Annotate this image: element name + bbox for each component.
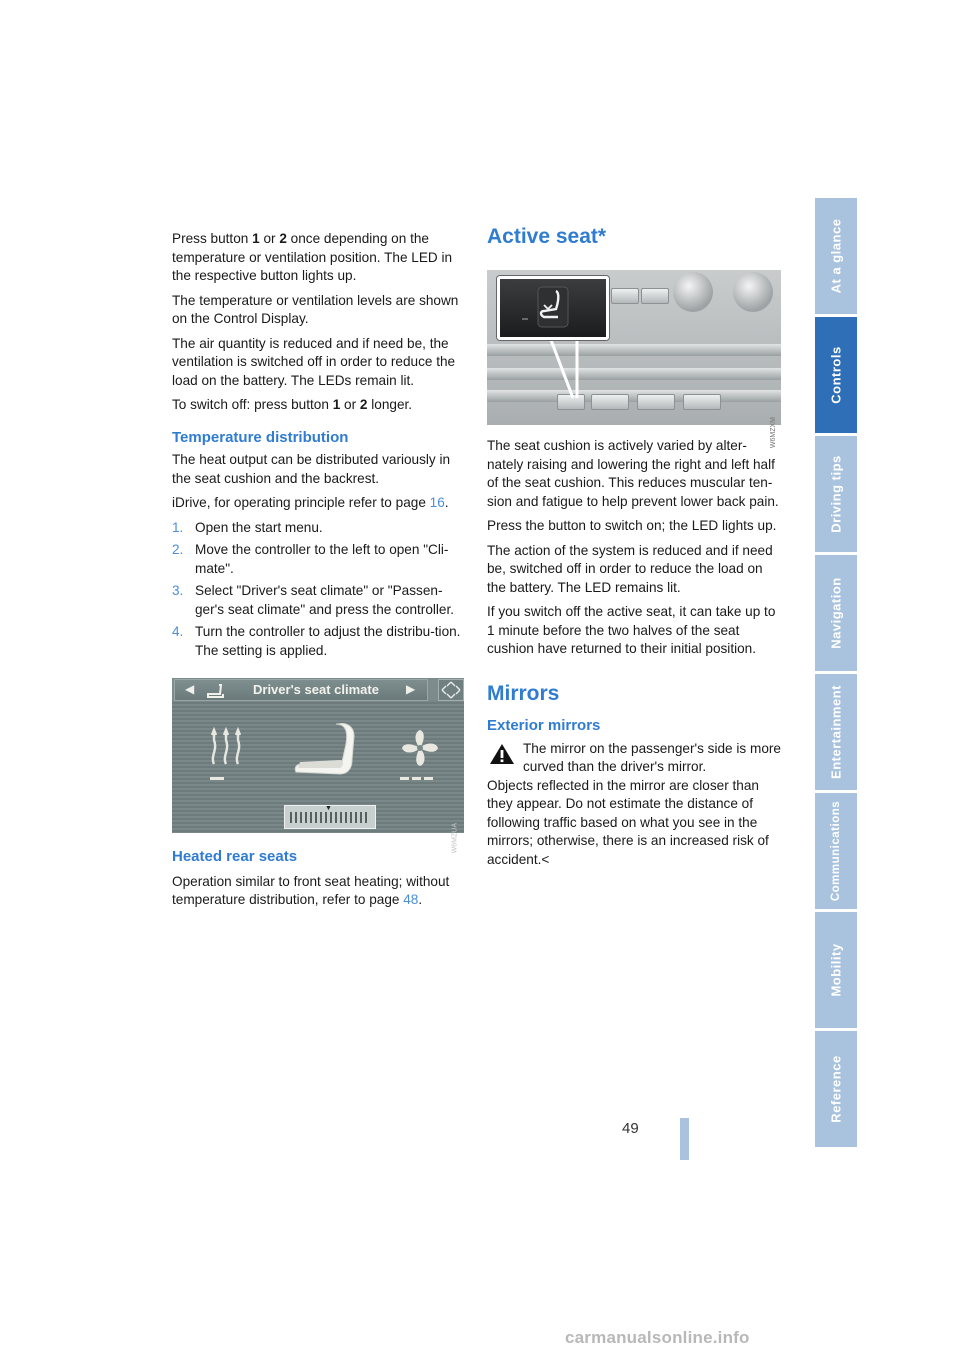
- tab-label: Navigation: [828, 577, 844, 649]
- tab-communications[interactable]: [815, 793, 857, 909]
- paragraph: [172, 230, 464, 286]
- right-column: [487, 437, 781, 869]
- step-number: 2.: [172, 542, 184, 557]
- display-title: Driver's seat climate: [253, 682, 379, 697]
- warning-icon: [489, 743, 515, 765]
- fan-icon: [400, 728, 440, 768]
- scale-ticks: [290, 812, 370, 823]
- ventilation-level-bar: [400, 777, 434, 780]
- page-marker-bar: [680, 1118, 689, 1160]
- seat-icon: [292, 722, 362, 780]
- steps-list: [172, 519, 464, 661]
- button-ref: 1: [252, 231, 260, 246]
- arrow-right-icon: ▶: [406, 682, 416, 696]
- paragraph: The temperature or ventilation levels are shown on the Control Display.: [172, 292, 459, 326]
- tab-mobility[interactable]: [815, 912, 857, 1028]
- temperature-distribution-heading: Temperature distribution: [172, 428, 349, 446]
- text: iDrive, for operating principle refer to page: [172, 495, 430, 510]
- tab-driving-tips[interactable]: [815, 436, 857, 552]
- tab-entertainment[interactable]: [815, 674, 857, 790]
- active-seat-heading-wrap: [487, 225, 781, 248]
- section-tabs: [815, 198, 857, 1150]
- paragraph: If you switch off the active seat, it can take up to 1 minute before the two halves of the seat cushion have returned to their initial position.: [487, 604, 776, 656]
- paragraph: The heat output can be distributed variously in the seat cushion and the backrest.: [172, 452, 451, 486]
- tab-label: Reference: [828, 1055, 844, 1123]
- paragraph: [172, 494, 464, 513]
- watermark: carmanualsonline.info: [565, 1328, 750, 1347]
- step-note: The setting is applied.: [195, 642, 328, 658]
- paragraph: [172, 873, 464, 910]
- figure-code: W6MZXM: [770, 417, 777, 449]
- paragraph: [172, 396, 464, 415]
- heat-level-bar: [210, 777, 224, 780]
- warning-text: [487, 777, 781, 870]
- controller-icon: [438, 679, 464, 701]
- text: .: [444, 495, 449, 510]
- step-text: Turn the controller to adjust the distribu-tion.: [195, 624, 461, 639]
- exterior-mirrors-heading: Exterior mirrors: [487, 717, 601, 734]
- step-number: 3.: [172, 583, 184, 598]
- tab-label: Entertainment: [828, 685, 844, 779]
- page-number: 49: [622, 1120, 639, 1137]
- list-item: [172, 582, 464, 619]
- step-text: Move the controller to the left to open "Cli-mate".: [195, 542, 449, 576]
- heated-rear-seats-section: [172, 848, 464, 910]
- display-title-bar: [174, 679, 428, 701]
- text: Press button: [172, 231, 253, 246]
- mirrors-heading: Mirrors: [487, 681, 560, 705]
- tab-navigation[interactable]: [815, 555, 857, 671]
- list-item: [172, 623, 464, 660]
- text: .: [418, 892, 423, 907]
- list-item: [172, 519, 464, 538]
- seat-climate-display-figure: [172, 678, 464, 854]
- tab-label: Communications: [830, 800, 842, 902]
- step-number: 4.: [172, 624, 184, 639]
- heat-waves-icon: [208, 726, 248, 766]
- text: To switch off: press button: [172, 397, 333, 412]
- page-link-48[interactable]: 48: [403, 892, 419, 907]
- tab-label: Controls: [828, 346, 844, 404]
- step-text: Open the start menu.: [195, 519, 323, 535]
- distribution-scale: [284, 805, 376, 829]
- button-ref: 1: [332, 397, 341, 412]
- paragraph: The action of the system is reduced and if need be, switched off in order to reduce the load on the battery. The LED remains lit.: [487, 542, 773, 595]
- tab-label: Driving tips: [828, 455, 844, 533]
- list-item: [172, 541, 464, 578]
- button-ref: 2: [359, 397, 368, 412]
- tab-label: Mobility: [828, 943, 844, 997]
- seat-icon: [205, 684, 227, 698]
- text: or: [340, 397, 360, 412]
- warning-block: [487, 740, 781, 870]
- left-column: [172, 230, 464, 668]
- button-ref: 2: [279, 231, 287, 246]
- active-seat-callout: [497, 276, 609, 340]
- text: Operation similar to front seat heating; without temperature distribution, refer to page: [172, 873, 450, 907]
- active-seat-heading: Active seat*: [487, 225, 607, 248]
- active-seat-button-figure: [487, 270, 781, 449]
- warning-text-first: The mirror on the passenger's side is more curved than the driver's mirror.: [523, 740, 781, 774]
- text: Objects reflected in the mirror are closer than they appear. Do not estimate the distance of following traffic based on what you see in the mirrors; otherwise, there is an increased risk of accident.: [487, 777, 769, 867]
- paragraph: The air quantity is reduced and if need be, the ventilation is switched off in order to reduce the load on the battery. The LEDs remain lit.: [172, 335, 456, 388]
- end-mark: <: [541, 851, 550, 867]
- text: longer.: [367, 397, 413, 412]
- tab-controls[interactable]: [815, 317, 857, 433]
- tab-at-a-glance[interactable]: [815, 198, 857, 314]
- paragraph: The seat cushion is actively varied by alter-nately raising and lowering the right and left half of the seat cushion. This reduces muscular ten-sion and fatigue to help prevent lower back pain.: [487, 438, 779, 509]
- text: or: [259, 231, 280, 246]
- paragraph: Press the button to switch on; the LED lights up.: [487, 518, 777, 533]
- heated-rear-seats-heading: Heated rear seats: [172, 848, 298, 865]
- tab-reference[interactable]: [815, 1031, 857, 1147]
- arrow-left-icon: ◀: [185, 682, 195, 696]
- tab-label: At a glance: [828, 218, 844, 294]
- active-seat-icon: [500, 279, 606, 337]
- text: once depending on the temperature or ventilation position. The LED in the respective button lights up.: [172, 231, 453, 283]
- step-number: 1.: [172, 519, 184, 535]
- figure-code: W6MZUA: [451, 823, 458, 854]
- step-text: Select "Driver's seat climate" or "Passen-ger's seat climate" and press the controller.: [195, 583, 455, 617]
- scale-marker-icon: ▼: [325, 805, 332, 812]
- page-link-16[interactable]: 16: [429, 495, 445, 510]
